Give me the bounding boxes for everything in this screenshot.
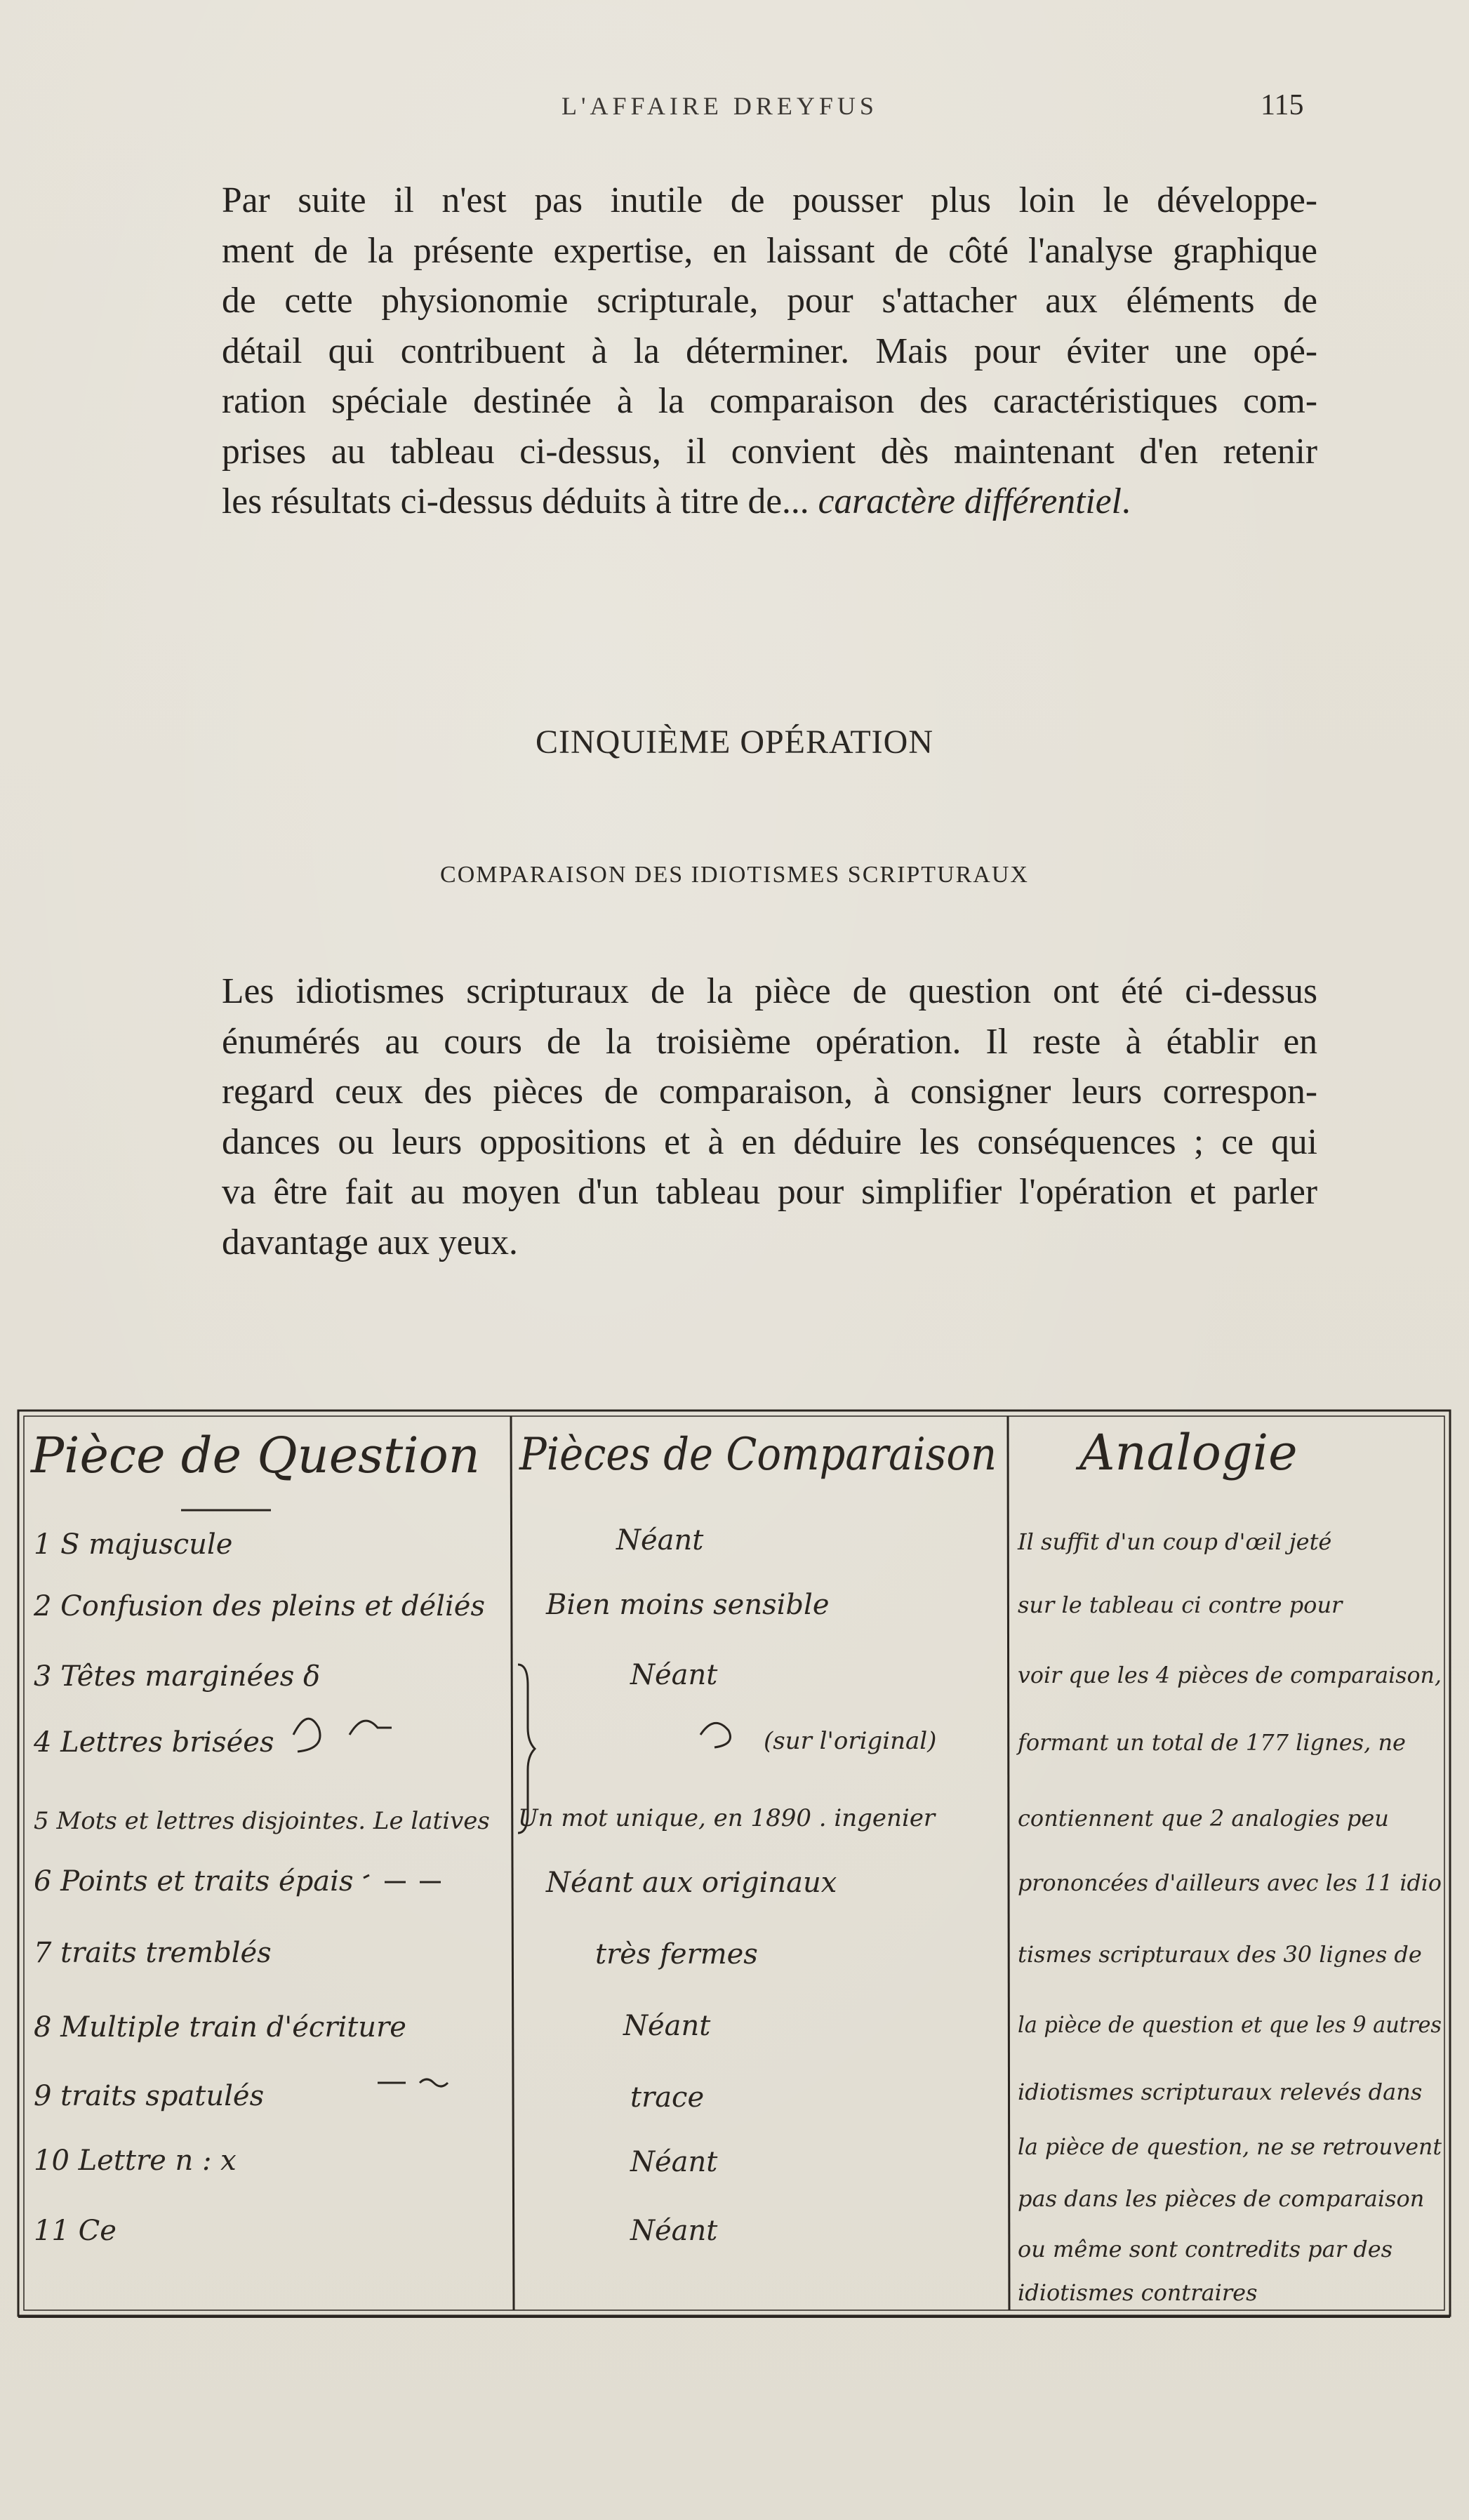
comparison-row-10: Néant — [630, 2146, 718, 2178]
analogie-line: contiennent que 2 analogies peu — [1018, 1805, 1389, 1832]
paragraph-expertise — [177, 175, 1317, 527]
section-title: CINQUIÈME OPÉRATION — [536, 724, 933, 761]
header-analogie: Analogie — [1079, 1424, 1298, 1481]
analogie-line: la pièce de question, ne se retrouvent — [1018, 2133, 1442, 2160]
analogie-line: Il suffit d'un coup d'œil jeté — [1018, 1528, 1332, 1555]
text-line: regard ceux des pièces de comparaison, à consigner leurs correspon- — [222, 1072, 1317, 1112]
header-question: Pièce de Question — [31, 1427, 480, 1484]
question-row-9: 9 traits spatulés — [34, 2080, 265, 2112]
comparison-row-1: Néant — [616, 1524, 704, 1556]
running-title: L'AFFAIRE DREYFUS — [561, 92, 878, 120]
question-row-10: 10 Lettre n : x — [34, 2145, 237, 2177]
analogie-line: idiotismes scripturaux relevés dans — [1018, 2079, 1423, 2105]
question-row-3: 3 Têtes marginées δ — [34, 1660, 321, 1693]
analogie-line: la pièce de question et que les 9 autres — [1018, 2011, 1442, 2038]
analogie-line: sur le tableau ci contre pour — [1018, 1592, 1343, 1618]
text-line-final-start: les résultats ci-dessus déduits à titre de... — [222, 481, 818, 521]
text-line: énumérés au cours de la troisième opération. Il reste à établir en — [222, 1021, 1317, 1062]
handwritten-comparison-table — [13, 1405, 1457, 2323]
final-period: . — [1121, 481, 1131, 521]
comparison-row-6: Néant aux originaux — [546, 1867, 837, 1899]
header-comparison: Pièces de Comparaison — [519, 1429, 997, 1481]
text-line: va être fait au moyen d'un tableau pour simplifier l'opération et parler — [222, 1172, 1317, 1212]
comparison-row-3: Néant — [630, 1659, 718, 1691]
section-subtitle: COMPARAISON DES IDIOTISMES SCRIPTURAUX — [440, 862, 1029, 888]
analogie-column — [1016, 1528, 1442, 2306]
analogie-line: tismes scripturaux des 30 lignes de — [1018, 1941, 1422, 1968]
analogie-line: prononcées d'ailleurs avec les 11 idio — [1018, 1869, 1442, 1896]
text-line: dances ou leurs oppositions et à en déduire les conséquences ; ce qui — [222, 1121, 1317, 1162]
text-line: Par suite il n'est pas inutile de pousser plus loin le développe- — [222, 180, 1317, 220]
sample-stroke — [293, 1719, 320, 1752]
text-line: davantage aux yeux. — [222, 1222, 518, 1262]
analogie-line: pas dans les pièces de comparaison — [1018, 2185, 1425, 2212]
column-divider-1 — [511, 1416, 514, 2310]
comparison-row-9: trace — [630, 2081, 705, 2114]
question-row-5: 5 Mots et lettres disjointes. Le latives — [34, 1807, 490, 1835]
comparison-row-2: Bien moins sensible — [546, 1589, 830, 1621]
emphasis-caractere-differentiel: caractère différentiel — [818, 481, 1122, 521]
question-row-6: 6 Points et traits épais — [34, 1865, 354, 1898]
analogie-line: idiotismes contraires — [1018, 2279, 1258, 2306]
comparison-row-7: très fermes — [595, 1938, 758, 1971]
comparison-row-11: Néant — [630, 2215, 718, 2247]
comparison-row-8: Néant — [623, 2010, 711, 2042]
sample-stroke — [700, 1723, 731, 1747]
question-row-7: 7 traits tremblés — [34, 1937, 272, 1969]
text-line: Les idiotismes scripturaux de la pièce de question ont été ci-dessus — [222, 971, 1317, 1011]
paragraph-idiotismes — [177, 966, 1317, 1267]
text-line: prises au tableau ci-dessus, il convient dès maintenant d'en retenir — [222, 431, 1317, 472]
text-line: ration spéciale destinée à la comparaison des caractéristiques com- — [222, 381, 1317, 421]
question-column — [33, 1528, 490, 2247]
analogie-line: voir que les 4 pièces de comparaison, — [1018, 1662, 1442, 1688]
analogie-line: formant un total de 177 lignes, ne — [1018, 1729, 1406, 1756]
sample-stroke — [378, 2079, 448, 2086]
text-line: de cette physionomie scripturale, pour s'attacher aux éléments de — [222, 281, 1317, 321]
page-number: 115 — [1261, 89, 1304, 121]
comparison-column — [518, 1524, 936, 2247]
column-divider-2 — [1008, 1416, 1009, 2310]
comparison-row-5: Un mot unique, en 1890 . ingenier — [518, 1804, 936, 1832]
sample-stroke — [364, 1875, 441, 1882]
question-row-11: 11 Ce — [34, 2215, 117, 2247]
question-row-8: 8 Multiple train d'écriture — [34, 2011, 406, 2044]
text-line-final — [177, 476, 1317, 527]
text-line: ment de la présente expertise, en laissant de côté l'analyse graphique — [222, 230, 1317, 271]
analogie-line: ou même sont contredits par des — [1018, 2236, 1393, 2262]
question-row-2: 2 Confusion des pleins et déliés — [34, 1590, 485, 1622]
question-row-1: 1 S majuscule — [34, 1528, 233, 1561]
handwritten-table-drawing — [13, 1405, 1457, 2323]
comparison-row-4: (sur l'original) — [764, 1727, 937, 1755]
sample-stroke — [350, 1721, 392, 1735]
text-line: détail qui contribuent à la déterminer. Mais pour éviter une opé- — [222, 331, 1317, 371]
question-row-4: 4 Lettres brisées — [34, 1726, 274, 1759]
